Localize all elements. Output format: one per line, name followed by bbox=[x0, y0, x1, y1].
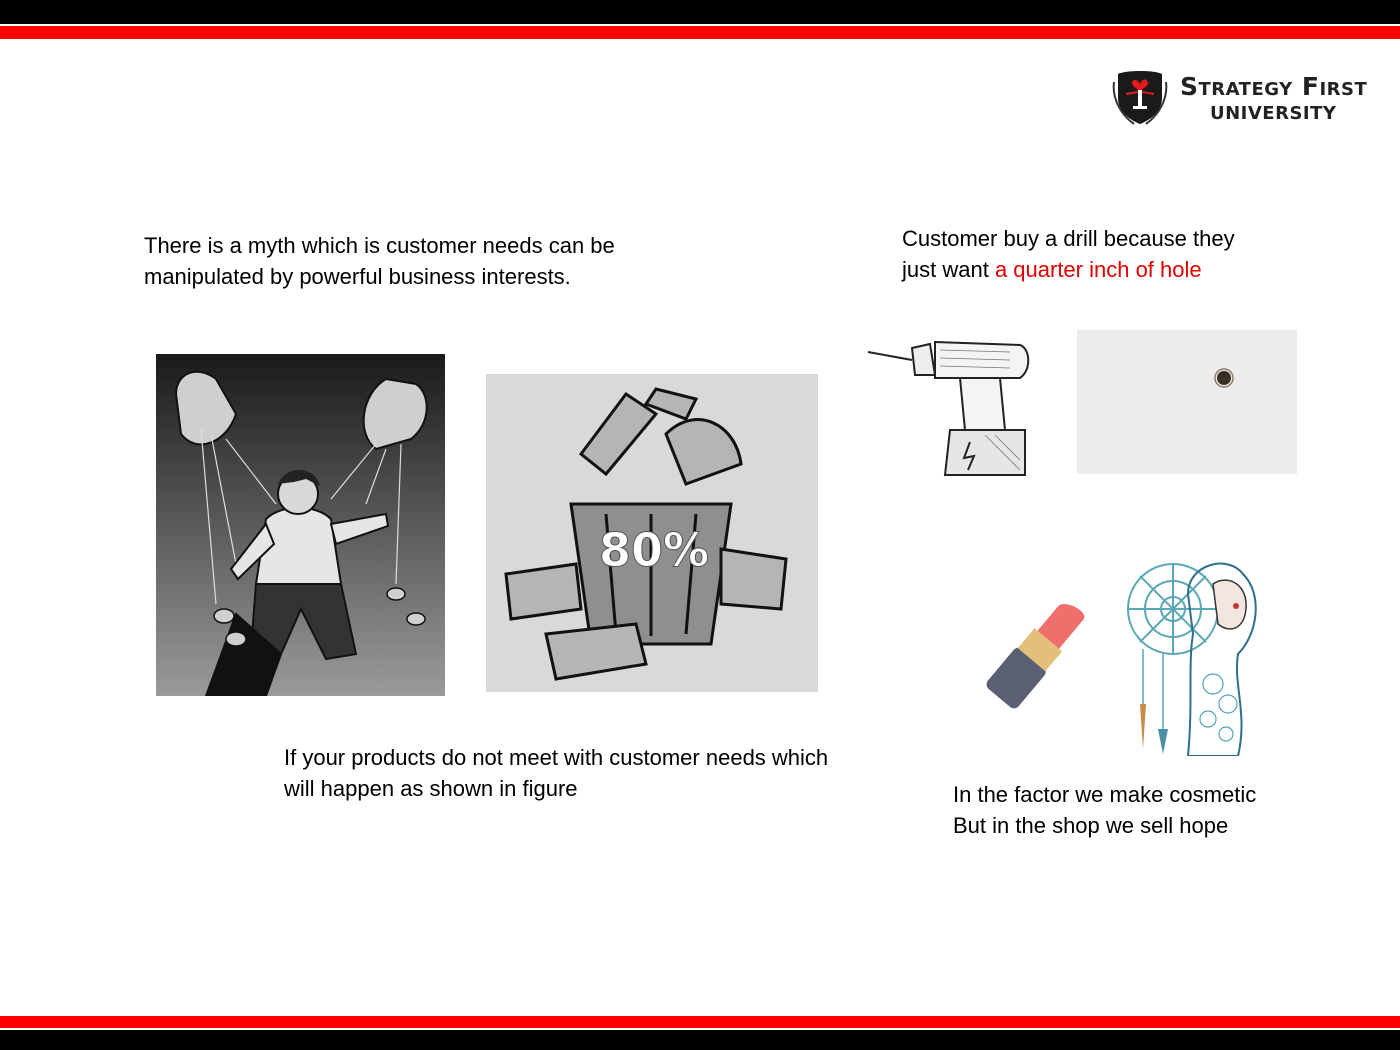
drill-text bbox=[902, 223, 1262, 285]
bottom-black-bar bbox=[0, 1030, 1400, 1050]
trash-percent-label: 80% bbox=[598, 523, 710, 577]
cosmetic-line-1: In the factor we make cosmetic bbox=[953, 782, 1257, 807]
puppet-image bbox=[156, 354, 445, 696]
trash-can-image bbox=[486, 374, 818, 692]
drill-text-prefix: Customer buy a drill because they just want bbox=[902, 226, 1235, 282]
shield-crest-icon bbox=[1112, 68, 1168, 126]
cosmetic-text bbox=[953, 779, 1313, 841]
logo-name-line2: UNIVERSITY bbox=[1210, 103, 1337, 124]
top-black-bar bbox=[0, 0, 1400, 24]
drill-image bbox=[860, 330, 1040, 495]
myth-text: There is a myth which is customer needs can be manipulated by powerful business interests. bbox=[144, 233, 615, 289]
wall-hole-image bbox=[1077, 330, 1297, 474]
logo-name-line1: Strategy First bbox=[1180, 72, 1368, 101]
products-text: If your products do not meet with customer needs which will happen as shown in figure bbox=[284, 745, 829, 801]
top-red-bar bbox=[0, 26, 1400, 39]
dreamcatcher-woman-image bbox=[1118, 554, 1278, 756]
drill-text-highlight: a quarter inch of hole bbox=[994, 257, 1202, 282]
lipstick-image bbox=[970, 590, 1106, 714]
cosmetic-line-2: But in the shop we sell hope bbox=[953, 813, 1229, 838]
bottom-red-bar bbox=[0, 1016, 1400, 1028]
university-logo bbox=[1112, 68, 1374, 128]
